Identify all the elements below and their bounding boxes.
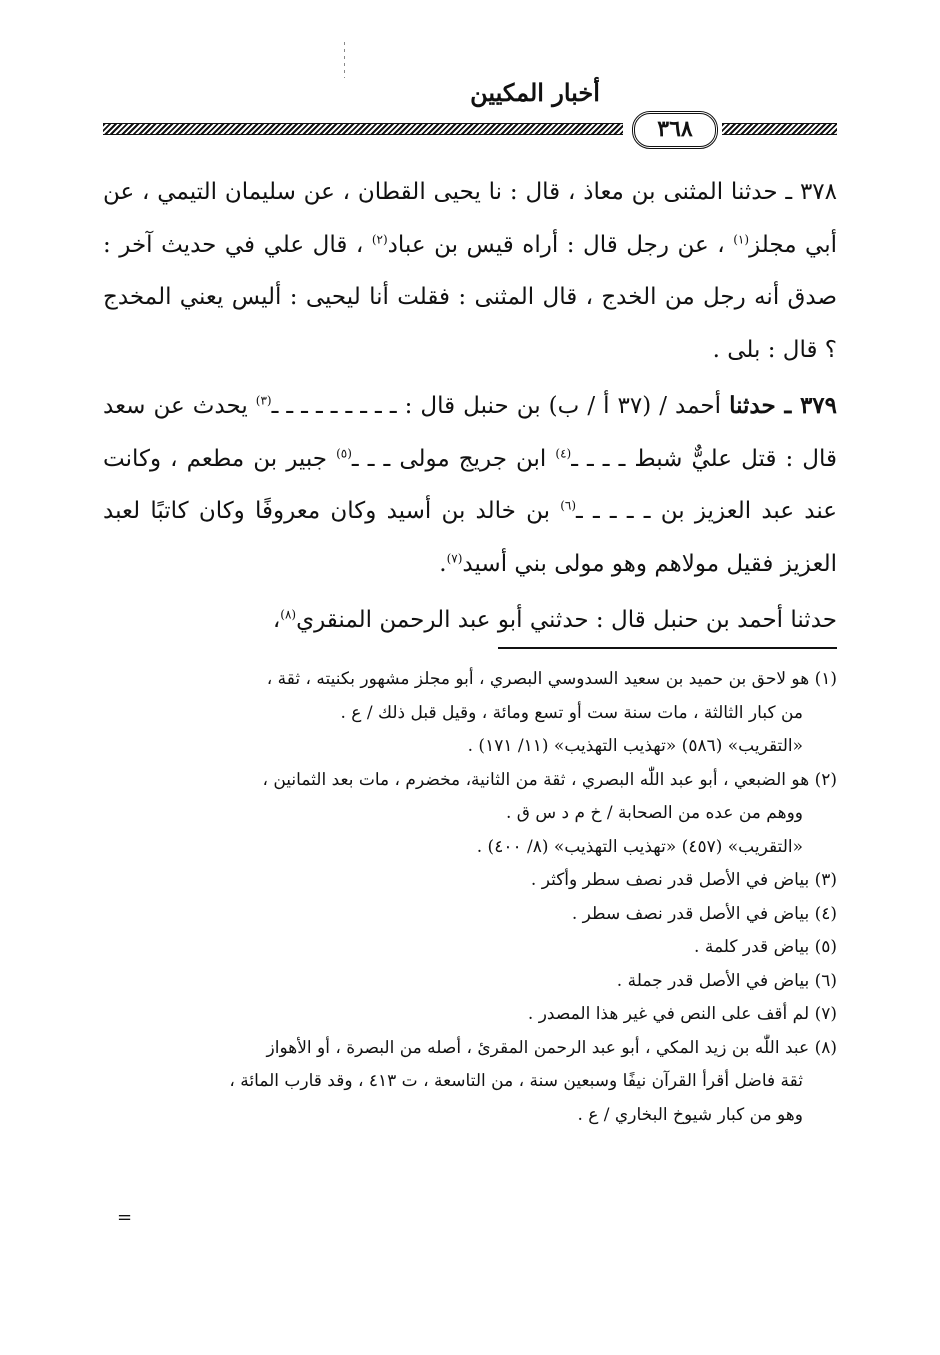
footnote-8 (103, 1032, 837, 1133)
footnote-ref-5: (٥) (336, 445, 352, 460)
footnote-6: (٦) بياض في الأصل قدر جملة . (616, 970, 837, 991)
hadith-378-text-mid: ، عن رجل قال : أراه قيس بن عباد (387, 231, 725, 258)
footnote-1-line-3: «التقريب» (٥٨٦) «تهذيب التهذيب» (١١/ ١٧١) . (467, 736, 803, 756)
hadith-380-text-end: ، (272, 607, 281, 633)
footnote-ref-8: (٨) (280, 607, 297, 622)
footnote-3: (٣) بياض في الأصل قدر نصف سطر وأكثر . (530, 870, 837, 890)
footnote-5: (٥) بياض قدر كلمة . (694, 937, 837, 957)
footnote-2-line-2: ووهم من عده من الصحابة / خ م د س ق . (506, 803, 803, 823)
footnote-ref-1: (١) (733, 231, 750, 246)
footnote-2 (103, 764, 837, 865)
hadith-379-text-e: بن خالد بن أسيد وكان معروفًا وكان كاتبًا لعبد العزيز فقيل مولاهم وهو مولى بني أسيد (103, 498, 837, 577)
footnote-4: (٤) بياض في الأصل قدر نصف سطر . (571, 903, 837, 924)
continuation-mark: = (117, 1207, 133, 1228)
hadith-379-text-a: أحمد / (٣٧ أ / ب) بن حنبل قال : ـ ـ ـ ـ ـ ـ ـ ـ ـ (271, 393, 722, 419)
footnote-7: (٧) لم أقف على النص في غير هذا المصدر . (527, 1004, 837, 1024)
footnote-ref-3: (٣) (255, 393, 272, 408)
hadith-379-text-end: . (439, 550, 447, 577)
footnote-8-line-3: وهو من كبار شيوخ البخاري / ع . (577, 1104, 803, 1125)
hadith-380-text: حدثنا أحمد بن حنبل قال : حدثني أبو عبد الرحمن المنقري (296, 607, 837, 633)
hadith-379-text-d: جبير بن مطعم ، وكانت عند عبد العزيز بن ـ ـ ـ ـ ـ (103, 445, 838, 524)
footnote-ref-2: (٢) (371, 231, 388, 246)
footnote-2-line-1: (٢) هو الضبعي ، أبو عبد اللّٰه البصري ، ثقة من الثانية، مخضرم ، مات بعد الثمانين ، (262, 769, 837, 790)
footnote-8-line-1: (٨) عبد اللّٰه بن زيد المكي ، أبو عبد الرحمن المقرئ ، أصله من البصرة ، أو الأهواز (266, 1037, 837, 1058)
header-rule-left (103, 123, 623, 135)
scan-mark (344, 42, 345, 78)
hadith-379 (103, 380, 837, 590)
footnotes (103, 663, 837, 1132)
main-text (103, 166, 837, 647)
footnote-1-line-2: من كبار الثالثة ، مات سنة ست أو تسع ومائة ، وقيل قبل ذلك / ع . (340, 702, 803, 723)
footnote-2-line-3: «التقريب» (٤٥٧) «تهذيب التهذيب» (٨/ ٤٠٠) . (476, 836, 803, 857)
hadith-379-number: ٣٧٩ ـ حدثنا (729, 392, 837, 419)
hadith-379-text-c: ابن جريج مولى ـ ـ ـ (351, 445, 547, 472)
footnote-8-line-2: ثقة فاضل أقرأ القرآن نيفًا وسبعين سنة ، من التاسعة ، ت ٤١٣ ، وقد قارب المائة ، (229, 1071, 803, 1091)
footnote-ref-4: (٤) (555, 445, 572, 460)
footnote-1 (103, 663, 837, 764)
hadith-378-text: ٣٧٨ ـ حدثنا المثنى بن معاذ ، قال : نا يحيى القطان ، عن سليمان التيمي ، عن أبي مجلز (103, 179, 838, 258)
hadith-379-text-b: يحدث عن سعد قال : قتل عليٌّ شبط ـ ـ ـ ـ (103, 393, 838, 472)
footnote-ref-6: (٦) (560, 498, 577, 513)
hadith-380 (103, 594, 837, 647)
running-header-title: أخبار المكيين (470, 78, 600, 107)
header-rule-right (722, 123, 837, 135)
footnote-ref-7: (٧) (446, 550, 463, 565)
footnote-1-line-1: (١) هو لاحق بن حميد بن سعيد السدوسي البصري ، أبو مجلز مشهور بكنيته ، ثقة ، (266, 669, 837, 689)
page-number-badge: ٣٦٨ (632, 111, 718, 149)
hadith-378 (103, 166, 837, 376)
footnote-separator (498, 647, 837, 649)
hadith-378-text-end: ، قال علي في حديث آخر : صدق أنه رجل من الخدج ، قال المثنى : فقلت أنا ليحيى : أليس يعني المخدج ؟ قال : بلى . (103, 231, 837, 363)
